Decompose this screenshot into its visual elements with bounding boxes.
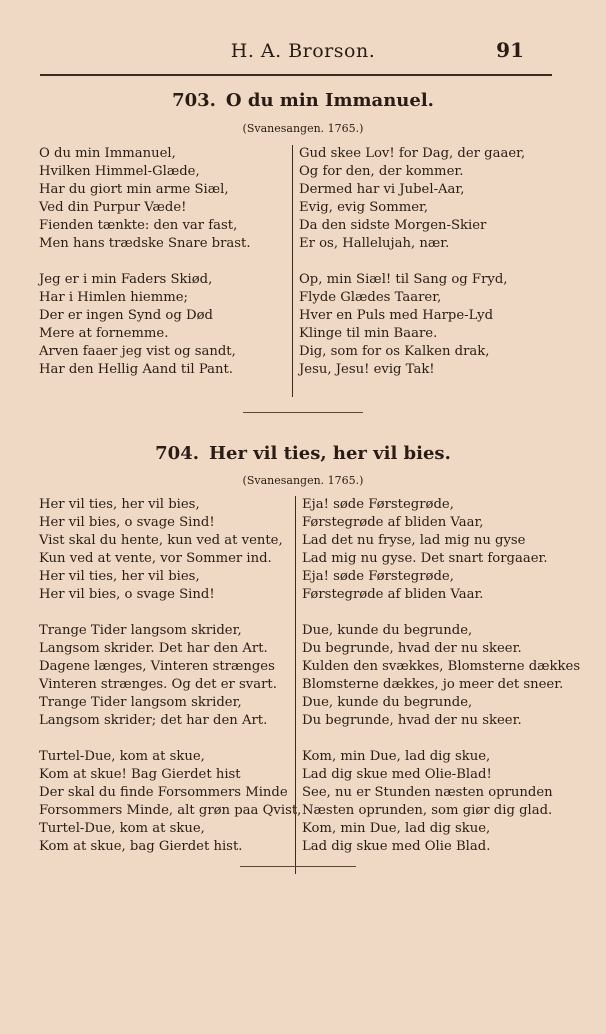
verse-line: Her vil bies, o svage Sind! xyxy=(39,587,215,602)
stanza xyxy=(39,748,301,856)
verse-line: Eja! søde Førstegrøde, xyxy=(302,497,454,512)
hymn-704-title xyxy=(0,443,606,464)
verse-line: Du begrunde, hvad der nu skeer. xyxy=(302,641,522,656)
verse-line: Kulden den svækkes, Blomsterne dækkes xyxy=(302,659,581,674)
verse-line: Fienden tænkte: den var fast, xyxy=(39,218,238,233)
hymn-number: 703. xyxy=(172,90,216,111)
verse-line: Mere at fornemme. xyxy=(39,326,169,341)
hymn-704-left-column xyxy=(39,496,301,874)
verse-line: Her vil ties, her vil bies, xyxy=(39,569,200,584)
verse-line: Jeg er i min Faders Skiød, xyxy=(39,272,213,287)
verse-line: Da den sidste Morgen-Skier xyxy=(299,218,487,233)
stanza xyxy=(39,145,301,253)
verse-line: O du min Immanuel, xyxy=(39,146,176,161)
hymn-703-tune: (Svanesangen. 1765.) xyxy=(242,122,364,135)
verse-line: Du begrunde, hvad der nu skeer. xyxy=(302,713,522,728)
verse-line: Har du giort min arme Siæl, xyxy=(39,182,229,197)
verse-line: Op, min Siæl! til Sang og Fryd, xyxy=(299,272,508,287)
verse-line: Kom at skue, bag Gierdet hist. xyxy=(39,839,243,854)
stanza xyxy=(39,622,301,730)
verse-line: Klinge til min Baare. xyxy=(299,326,438,341)
section-divider xyxy=(243,412,363,413)
verse-line: Lad mig nu gyse. Det snart forgaaer. xyxy=(302,551,548,566)
verse-line: Her vil ties, her vil bies, xyxy=(39,497,200,512)
verse-line: Der skal du finde Forsommers Minde xyxy=(39,785,288,800)
verse-line: Lad det nu fryse, lad mig nu gyse xyxy=(302,533,526,548)
verse-line: Dermed har vi Jubel-Aar, xyxy=(299,182,465,197)
verse-line: Jesu, Jesu! evig Tak! xyxy=(299,362,435,377)
verse-line: Langsom skrider; det har den Art. xyxy=(39,713,268,728)
header-rule xyxy=(40,74,552,76)
verse-line: Flyde Glædes Taarer, xyxy=(299,290,442,305)
verse-line: Førstegrøde af bliden Vaar, xyxy=(302,515,484,530)
verse-line: Førstegrøde af bliden Vaar. xyxy=(302,587,484,602)
verse-line: Eja! søde Førstegrøde, xyxy=(302,569,454,584)
verse-line: Der er ingen Synd og Død xyxy=(39,308,213,323)
verse-line: Her vil bies, o svage Sind! xyxy=(39,515,215,530)
verse-line: Arven faaer jeg vist og sandt, xyxy=(39,344,236,359)
verse-line: Dagene længes, Vinteren strænges xyxy=(39,659,275,674)
end-divider xyxy=(240,866,356,867)
verse-line: Lad dig skue med Olie Blad. xyxy=(302,839,491,854)
verse-line: Due, kunde du begrunde, xyxy=(302,695,473,710)
verse-line: Og for den, der kommer. xyxy=(299,164,464,179)
verse-line: Forsommers Minde, alt grøn paa Qvist, xyxy=(39,803,302,818)
verse-line: Hver en Puls med Harpe-Lyd xyxy=(299,308,494,323)
verse-line: Kom, min Due, lad dig skue, xyxy=(302,821,491,836)
hymn-703-left-column xyxy=(39,145,301,397)
verse-line: Turtel-Due, kom at skue, xyxy=(39,821,205,836)
hymn-title-text: Her vil ties, her vil bies. xyxy=(208,443,451,464)
verse-line: See, nu er Stunden næsten oprunden xyxy=(302,785,553,800)
stanza xyxy=(302,496,564,604)
verse-line: Evig, evig Sommer, xyxy=(299,200,429,215)
hymn-704-right-column xyxy=(295,496,581,874)
verse-line: Lad dig skue med Olie-Blad! xyxy=(302,767,492,782)
hymn-703-title xyxy=(0,90,606,111)
verse-line: Gud skee Lov! for Dag, der gaaer, xyxy=(299,146,526,161)
stanza xyxy=(39,271,301,379)
verse-line: Turtel-Due, kom at skue, xyxy=(39,749,205,764)
verse-line: Kom at skue! Bag Gierdet hist xyxy=(39,767,241,782)
verse-line: Kom, min Due, lad dig skue, xyxy=(302,749,491,764)
stanza xyxy=(302,622,581,730)
verse-line: Næsten oprunden, som giør dig glad. xyxy=(302,803,553,818)
verse-line: Blomsterne dækkes, jo meer det sneer. xyxy=(302,677,564,692)
stanza xyxy=(302,748,564,856)
stanza xyxy=(299,145,561,253)
verse-line: Har den Hellig Aand til Pant. xyxy=(39,362,233,377)
verse-line: Trange Tider langsom skrider, xyxy=(39,623,242,638)
hymn-704-tune: (Svanesangen. 1765.) xyxy=(242,474,364,487)
verse-line: Ved din Purpur Væde! xyxy=(39,200,187,215)
stanza xyxy=(299,271,561,379)
page-number: 91 xyxy=(496,38,524,62)
hymn-703-right-column xyxy=(292,145,561,397)
verse-line: Har i Himlen hiemme; xyxy=(39,290,188,305)
verse-line: Langsom skrider. Det har den Art. xyxy=(39,641,268,656)
verse-line: Men hans trædske Snare brast. xyxy=(39,236,251,251)
verse-line: Vist skal du hente, kun ved at vente, xyxy=(39,533,283,548)
verse-line: Trange Tider langsom skrider, xyxy=(39,695,242,710)
verse-line: Due, kunde du begrunde, xyxy=(302,623,473,638)
running-header-author: H. A. Brorson. xyxy=(230,40,376,62)
stanza xyxy=(39,496,301,604)
hymn-number: 704. xyxy=(155,443,199,464)
verse-line: Dig, som for os Kalken drak, xyxy=(299,344,490,359)
verse-line: Hvilken Himmel-Glæde, xyxy=(39,164,200,179)
verse-line: Kun ved at vente, vor Sommer ind. xyxy=(39,551,272,566)
verse-line: Vinteren strænges. Og det er svart. xyxy=(39,677,277,692)
verse-line: Er os, Hallelujah, nær. xyxy=(299,236,450,251)
hymn-title-text: O du min Immanuel. xyxy=(225,90,434,111)
